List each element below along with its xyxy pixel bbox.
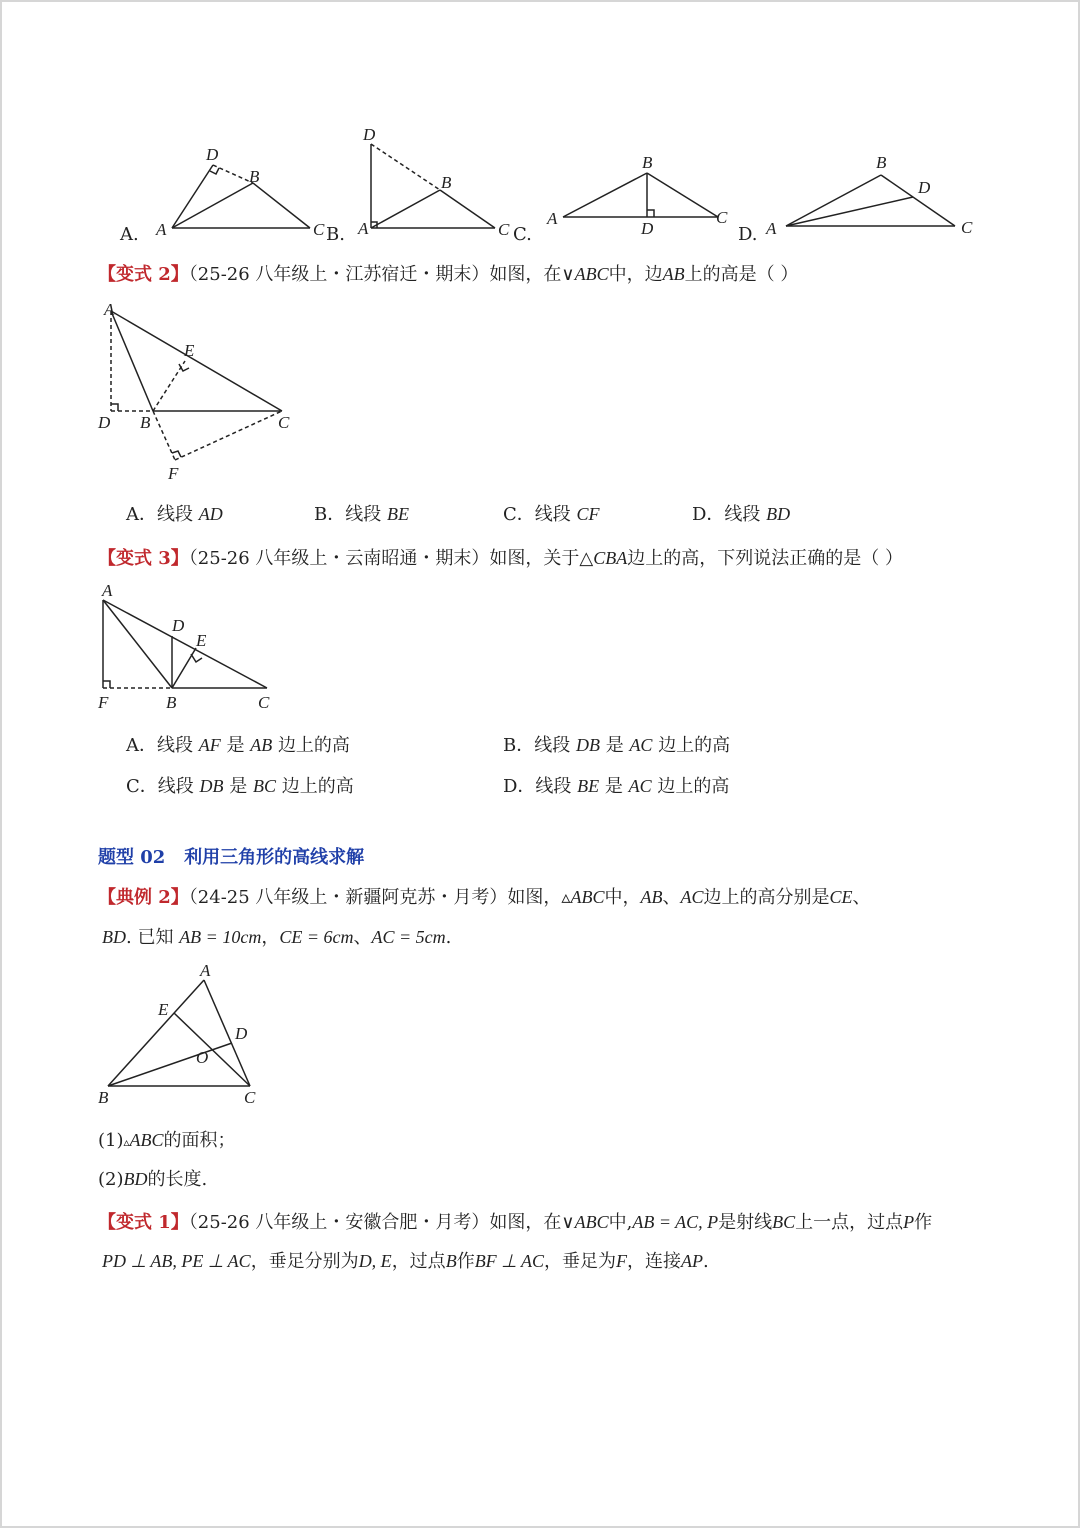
variant2-question xyxy=(98,260,798,286)
v2-opt-c-key: C．线段 xyxy=(503,504,571,525)
figure-b-side-bc xyxy=(440,190,495,228)
example2-sep: 、 xyxy=(662,887,681,908)
type02-heading xyxy=(98,843,364,869)
v3-label-f: F xyxy=(98,693,109,712)
v3-side-ac xyxy=(103,600,267,688)
ex2-label-b: B xyxy=(98,1088,109,1107)
variant3-question xyxy=(98,544,903,570)
figure-d-label-c: C xyxy=(961,218,973,237)
example2-line1 xyxy=(98,883,871,909)
figure-b-altitude xyxy=(371,144,440,190)
example2-known: . 已知 xyxy=(126,927,174,948)
subq1-text: 的面积； xyxy=(163,1130,236,1151)
figure-a-altitude xyxy=(213,165,253,183)
v3-label-b: B xyxy=(166,693,177,712)
v3-opt-d-is: 是 xyxy=(604,776,623,797)
variant2-tail: 上的高是（ ） xyxy=(684,264,799,285)
variant1-foot-text: ，垂足分别为 xyxy=(250,1251,359,1272)
variant2-mid: 中，边 xyxy=(608,264,663,285)
subq2-text: 的长度. xyxy=(147,1169,208,1190)
variant1-tri-symbol: ∨ xyxy=(561,1212,575,1233)
figure-c-side-ab xyxy=(563,173,647,217)
example2-subq1 xyxy=(98,1126,236,1152)
ex2-label-a: A xyxy=(200,961,211,980)
v3-opt-c-side: BC xyxy=(252,776,276,796)
example2-ac: AC xyxy=(680,887,704,907)
v3-label-d: D xyxy=(172,616,185,635)
example2-mid2: 边上的高分别是 xyxy=(703,887,830,908)
figure-b-side-ab xyxy=(371,190,440,228)
v2-altitude-be xyxy=(153,361,185,411)
v3-opt-a-end: 边上的高 xyxy=(277,735,350,756)
type02-number: 题型 02 xyxy=(98,847,166,868)
example2-ce: CE xyxy=(829,887,853,907)
variant2-option-b[interactable] xyxy=(314,500,409,526)
figure-d-label-a: A xyxy=(766,219,777,238)
example2-bd: BD xyxy=(102,927,126,947)
variant3-tri-symbol: △ xyxy=(579,548,594,569)
variant1-line2 xyxy=(102,1247,709,1273)
example2-comma: ， xyxy=(261,927,280,948)
v2-label-a: A xyxy=(104,300,115,319)
example2-source: （24-25 八年级上・新疆阿克苏・月考）如图， xyxy=(188,887,562,908)
figure-a-side-ab xyxy=(172,183,253,228)
v2-side-ab xyxy=(111,311,153,411)
v2-extension-bf xyxy=(153,411,175,460)
figure-c-label-b: B xyxy=(642,153,653,172)
v3-opt-d-end: 边上的高 xyxy=(657,776,730,797)
variant1-foot2: ，垂足为 xyxy=(544,1251,617,1272)
option-b-label: B. xyxy=(326,224,345,245)
v2-label-e: E xyxy=(184,341,195,360)
variant3-option-c[interactable] xyxy=(126,772,354,798)
variant2-ab: AB xyxy=(662,264,685,284)
figure-b-label-a: A xyxy=(358,219,369,238)
figure-c-right-angle xyxy=(647,210,654,217)
figure-d-label-d: D xyxy=(918,178,931,197)
v3-opt-c-is: 是 xyxy=(229,776,248,797)
v3-opt-d-key: D．线段 xyxy=(503,776,572,797)
variant2-option-a[interactable] xyxy=(126,500,223,526)
variant2-figure xyxy=(90,298,310,488)
v3-opt-a-side: AB xyxy=(250,735,273,755)
v2-opt-c-val: CF xyxy=(576,504,600,524)
variant2-abc: ABC xyxy=(574,264,609,284)
ex2-label-d: D xyxy=(235,1024,248,1043)
v3-label-c: C xyxy=(258,693,270,712)
figure-option-c xyxy=(563,173,718,217)
figure-c-label-d: D xyxy=(641,219,654,238)
variant1-through: ，过点 xyxy=(391,1251,446,1272)
option-a-label: A. xyxy=(120,224,139,245)
v3-label-a: A xyxy=(102,581,113,600)
variant1-ap: AP xyxy=(681,1251,704,1271)
variant1-tag: 【变式 1】 xyxy=(98,1212,189,1233)
figure-b-label-d: D xyxy=(363,125,376,144)
example2-figure xyxy=(92,958,282,1110)
variant2-source: （25-26 八年级上・江苏宿迁・期末）如图，在 xyxy=(188,264,562,285)
v3-opt-d-side: AC xyxy=(628,776,652,796)
variant1-end: . xyxy=(703,1251,709,1272)
figure-a-label-a: A xyxy=(156,220,167,239)
v3-opt-c-end: 边上的高 xyxy=(281,776,354,797)
example2-abc: ABC xyxy=(570,887,605,907)
ex2-label-o: O xyxy=(196,1048,209,1067)
subq1-number: (1) xyxy=(98,1130,124,1151)
v2-side-ac xyxy=(111,311,282,411)
example2-subq2 xyxy=(98,1165,207,1191)
v2-label-c: C xyxy=(278,413,290,432)
variant1-bc: BC xyxy=(772,1212,796,1232)
v2-label-d: D xyxy=(98,413,111,432)
q1-option-figures xyxy=(110,120,990,250)
variant2-tri-symbol: ∨ xyxy=(561,264,575,285)
v2-label-f: F xyxy=(168,464,179,483)
v3-opt-b-seg: DB xyxy=(575,735,600,755)
variant1-zuo: 作 xyxy=(914,1212,933,1233)
figure-option-b xyxy=(371,144,495,228)
subq1-tri-symbol: ▵ xyxy=(123,1135,130,1149)
v3-side-ab xyxy=(103,600,172,688)
variant3-option-a[interactable] xyxy=(126,731,350,757)
variant1-b: B xyxy=(445,1251,457,1271)
variant2-option-d[interactable] xyxy=(692,500,790,526)
variant1-bf: BF ⊥ AC xyxy=(474,1251,545,1271)
figure-d-side-ad xyxy=(786,197,913,226)
variant1-source: （25-26 八年级上・安徽合肥・月考）如图，在 xyxy=(188,1212,562,1233)
variant1-line1 xyxy=(98,1208,932,1234)
figure-b-label-b: B xyxy=(441,173,452,192)
v3-opt-c-seg: DB xyxy=(199,776,224,796)
figure-c-label-c: C xyxy=(716,208,728,227)
option-d-label: D. xyxy=(738,224,758,245)
v3-opt-b-key: B．线段 xyxy=(503,735,571,756)
example2-eq1: AB = 10cm xyxy=(179,927,262,947)
v3-altitude-be xyxy=(172,648,196,688)
v2-opt-a-key: A．线段 xyxy=(126,504,193,525)
v2-opt-d-key: D．线段 xyxy=(692,504,761,525)
v3-right-angle-e xyxy=(191,654,202,662)
figure-a-label-c: C xyxy=(313,220,325,239)
variant3-tag: 【变式 3】 xyxy=(98,548,189,569)
v2-right-angle-e xyxy=(179,364,189,371)
v2-opt-b-val: BE xyxy=(386,504,409,524)
v2-label-b: B xyxy=(140,413,151,432)
figure-b-label-c: C xyxy=(498,220,510,239)
example2-tag: 【典例 2】 xyxy=(98,887,189,908)
variant3-option-d[interactable] xyxy=(503,772,729,798)
variant2-option-c[interactable] xyxy=(503,500,600,526)
example2-line2 xyxy=(102,923,451,949)
option-c-label: C. xyxy=(513,224,532,245)
figure-d-side-ab xyxy=(786,175,881,226)
v3-right-angle-f xyxy=(103,681,110,688)
variant1-zuo2: 作 xyxy=(456,1251,475,1272)
figure-a-side-bc xyxy=(253,183,310,228)
variant3-tail: 边上的高，下列说法正确的是（ ） xyxy=(627,548,903,569)
v3-opt-a-is: 是 xyxy=(226,735,245,756)
figure-a-side-ad xyxy=(172,165,213,228)
v3-opt-b-is: 是 xyxy=(605,735,624,756)
variant1-mid2: 是射线 xyxy=(718,1212,773,1233)
v3-opt-d-seg: BE xyxy=(577,776,600,796)
variant3-figure xyxy=(90,578,290,713)
v2-altitude-cf xyxy=(175,411,282,460)
figure-c-side-bc xyxy=(647,173,718,217)
v3-opt-a-seg: AF xyxy=(198,735,221,755)
v2-opt-d-val: BD xyxy=(766,504,791,524)
subq1-abc: ABC xyxy=(129,1130,164,1150)
variant1-cond: AB = AC, P xyxy=(632,1212,719,1232)
example2-sep3: 、 xyxy=(353,927,372,948)
variant3-cba: CBA xyxy=(593,548,628,568)
variant2-tag: 【变式 2】 xyxy=(98,264,189,285)
variant1-mid3: 上一点，过点 xyxy=(795,1212,904,1233)
ex2-label-e: E xyxy=(158,1000,169,1019)
subq2-number: (2) xyxy=(98,1169,124,1190)
v3-label-e: E xyxy=(196,631,207,650)
example2-ab: AB xyxy=(640,887,663,907)
ex2-label-c: C xyxy=(244,1088,256,1107)
figure-c-label-a: A xyxy=(547,209,558,228)
type02-title: 利用三角形的高线求解 xyxy=(184,847,365,868)
example2-sep2: 、 xyxy=(852,887,871,908)
variant1-p: P xyxy=(903,1212,915,1232)
v3-opt-a-key: A．线段 xyxy=(126,735,193,756)
v3-opt-c-key: C．线段 xyxy=(126,776,194,797)
example2-eq2: CE = 6cm xyxy=(279,927,354,947)
v2-opt-a-val: AD xyxy=(198,504,223,524)
figure-a-label-d: D xyxy=(206,145,219,164)
v2-right-angle-d xyxy=(111,404,118,411)
variant3-source: （25-26 八年级上・云南昭通・期末）如图，关于 xyxy=(188,548,580,569)
variant1-connect: ，连接 xyxy=(627,1251,682,1272)
variant1-mid: 中, xyxy=(608,1212,633,1233)
variant1-perp1: PD ⊥ AB, PE ⊥ AC xyxy=(102,1251,251,1271)
variant1-f: F xyxy=(616,1251,628,1271)
figure-option-a xyxy=(172,165,310,228)
variant1-de: D, E xyxy=(358,1251,392,1271)
v3-opt-b-side: AC xyxy=(629,735,653,755)
variant3-option-b[interactable] xyxy=(503,731,730,757)
example2-tri-symbol: ▵ xyxy=(561,887,571,908)
figure-d-label-b: B xyxy=(876,153,887,172)
example2-eq3: AC = 5cm xyxy=(371,927,446,947)
variant1-abc: ABC xyxy=(574,1212,609,1232)
figure-a-label-b: B xyxy=(249,167,260,186)
example2-period: . xyxy=(445,927,452,948)
example2-mid: 中， xyxy=(604,887,641,908)
v3-opt-b-end: 边上的高 xyxy=(658,735,731,756)
v2-opt-b-key: B．线段 xyxy=(314,504,382,525)
subq2-bd: BD xyxy=(123,1169,148,1189)
